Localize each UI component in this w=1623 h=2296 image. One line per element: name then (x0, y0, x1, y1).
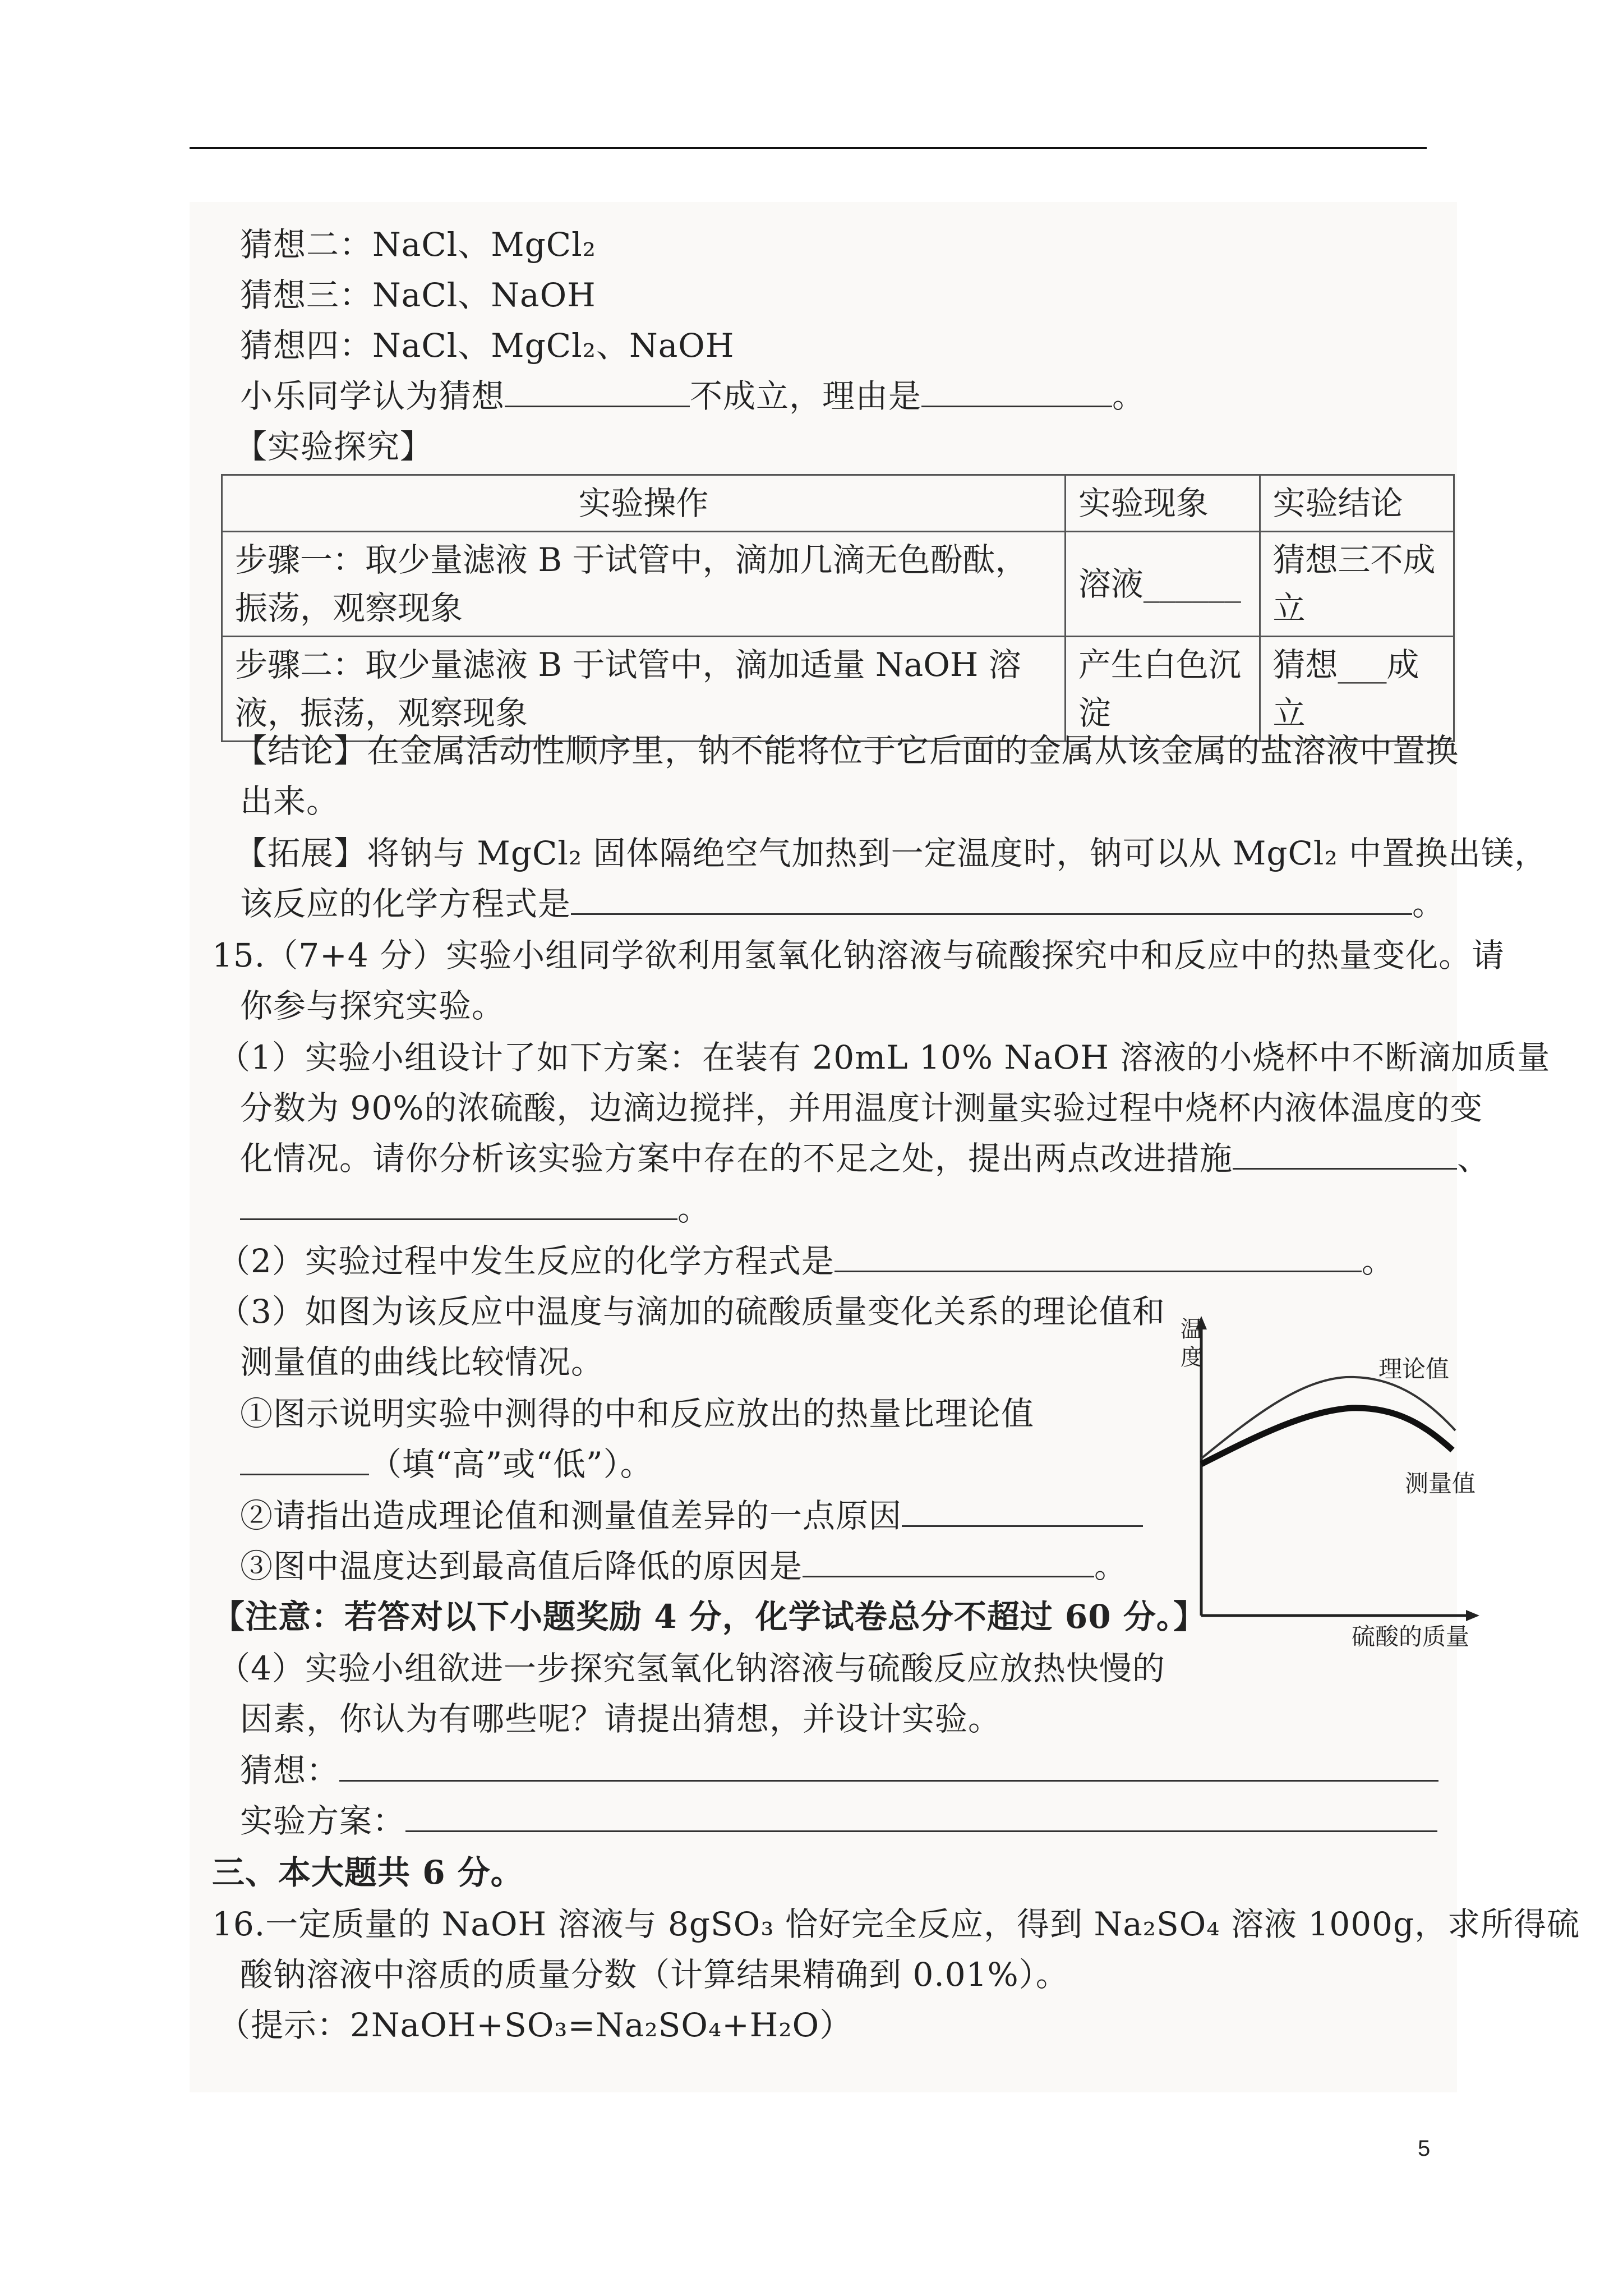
answer-blank[interactable] (834, 1241, 1362, 1272)
period: 。 (677, 1190, 711, 1228)
q15-part3-line-2: 测量值的曲线比较情况。 (240, 1343, 605, 1381)
explore-heading: 【实验探究】 (234, 427, 434, 466)
table-row (222, 532, 1454, 637)
extend-line-1: 【拓展】将钠与 MgCl₂ 固体隔绝空气加热到一定温度时，钠可以从 MgCl₂ 中置换出镁， (234, 834, 1548, 872)
measured-legend: 测量值 (1405, 1470, 1476, 1497)
chart-y-label: 温度 (1181, 1317, 1203, 1370)
q15-part1-line-2: 分数为 90%的浓硫酸，边滴边搅拌，并用温度计测量实验过程中烧杯内液体温度的变 (240, 1089, 1483, 1127)
table-cell: 步骤二：取少量滤液 B 于试管中，滴加适量 NaOH 溶液，振荡，观察现象 (222, 637, 1066, 742)
q16-hint: （提示：2NaOH+SO₃=Na₂SO₄+H₂O） (218, 2006, 853, 2044)
measured-curve (1201, 1408, 1453, 1464)
guess-answer-line (240, 1749, 1438, 1792)
q15-line-1: 15.（7+4 分）实验小组同学欲利用氢氧化钠溶液与硫酸探究中和反应中的热量变化。请 (212, 936, 1505, 974)
xiaole-question (240, 375, 1145, 417)
period: 。 (1412, 885, 1446, 923)
q15-part4-line-1: （4）实验小组欲进一步探究氢氧化钠溶液与硫酸反应放热快慢的 (218, 1649, 1165, 1687)
guess-3: 猜想三：NaCl、NaOH (240, 276, 596, 314)
table-row (222, 637, 1454, 742)
table-header-row (222, 475, 1454, 532)
q15-part1-line-1: （1）实验小组设计了如下方案：在装有 20mL 10% NaOH 溶液的小烧杯中不断滴加质量 (218, 1038, 1551, 1076)
answer-blank[interactable] (803, 1547, 1094, 1577)
page-number: 5 (1418, 2136, 1431, 2161)
answer-blank[interactable] (240, 1189, 677, 1220)
plan-answer-line (240, 1800, 1437, 1842)
q16-line-1: 16.一定质量的 NaOH 溶液与 8gSO₃ 恰好完全反应，得到 Na₂SO₄ 溶液 1000g，求所得硫 (212, 1905, 1580, 1943)
theory-legend: 理论值 (1378, 1355, 1450, 1383)
guess-2: 猜想二：NaCl、MgCl₂ (240, 226, 596, 264)
header-rule (190, 147, 1427, 149)
q15-part3-c-text: ③图中温度达到最高值后降低的原因是 (240, 1547, 803, 1585)
answer-blank[interactable] (1233, 1139, 1457, 1170)
q15-part3-b (240, 1494, 1143, 1537)
guess-label: 猜想： (240, 1751, 340, 1789)
plan-label: 实验方案： (240, 1802, 406, 1840)
answer-blank[interactable] (339, 1751, 1438, 1782)
extend-text: 该反应的化学方程式是 (240, 885, 571, 923)
conclusion-line-2: 出来。 (240, 782, 340, 820)
table-cell: 猜想三不成立 (1260, 532, 1454, 637)
answer-blank[interactable] (921, 376, 1112, 407)
table-cell: 步骤一：取少量滤液 B 于试管中，滴加几滴无色酚酞，振荡，观察现象 (222, 532, 1066, 637)
table-cell: 猜想___成立 (1260, 637, 1454, 742)
xiaole-text-b: 不成立，理由是 (690, 377, 922, 415)
answer-blank[interactable] (902, 1496, 1143, 1527)
extend-line-2 (240, 882, 1445, 925)
q15-part3-c (240, 1545, 1127, 1588)
table-cell: 产生白色沉淀 (1065, 637, 1260, 742)
q15-part3-a-line-1: ①图示说明实验中测得的中和反应放出的热量比理论值 (240, 1395, 1035, 1433)
table-header: 实验操作 (222, 475, 1066, 532)
separator: 、 (1457, 1139, 1491, 1177)
period: 。 (1094, 1547, 1128, 1585)
period: 。 (1361, 1242, 1395, 1280)
q15-part2 (218, 1240, 1395, 1282)
answer-blank[interactable] (405, 1801, 1437, 1832)
period: 。 (1112, 377, 1146, 415)
q15-part2-text: （2）实验过程中发生反应的化学方程式是 (218, 1242, 834, 1280)
table-cell: 溶液______ (1065, 532, 1260, 637)
q15-part4-line-2: 因素，你认为有哪些呢？请提出猜想，并设计实验。 (240, 1700, 1002, 1738)
q15-part3-a-line-2 (240, 1443, 653, 1485)
answer-blank[interactable] (505, 376, 690, 407)
section-3-heading: 三、本大题共 6 分。 (212, 1853, 524, 1892)
table-header: 实验现象 (1065, 475, 1260, 532)
q15-part3-line-1: （3）如图为该反应中温度与滴加的硫酸质量变化关系的理论值和 (218, 1292, 1165, 1331)
q16-line-2: 酸钠溶液中溶质的质量分数（计算结果精确到 0.01%）。 (240, 1955, 1069, 1994)
q15-part1-text: 化情况。请你分析该实验方案中存在的不足之处，提出两点改进措施 (240, 1139, 1233, 1177)
bonus-note: 【注意：若答对以下小题奖励 4 分，化学试卷总分不超过 60 分。】 (212, 1598, 1206, 1636)
q15-part1-line-3 (240, 1137, 1490, 1180)
conclusion-line-1: 【结论】在金属活动性顺序里，钠不能将位于它后面的金属从该金属的盐溶液中置换 (234, 731, 1459, 770)
chart-x-label: 硫酸的质量 (1352, 1623, 1470, 1650)
q15-part1-line-4 (240, 1188, 711, 1230)
experiment-table (221, 474, 1455, 742)
answer-blank[interactable] (571, 884, 1412, 915)
guess-4: 猜想四：NaCl、MgCl₂、NaOH (240, 326, 735, 365)
q15-part3-b-text: ②请指出造成理论值和测量值差异的一点原因 (240, 1497, 902, 1535)
table-header: 实验结论 (1260, 475, 1454, 532)
q15-part3-a-text: （填“高”或“低”）。 (369, 1445, 653, 1483)
q15-line-2: 你参与探究实验。 (240, 987, 505, 1025)
answer-blank[interactable] (240, 1444, 369, 1475)
xiaole-text-a: 小乐同学认为猜想 (240, 377, 505, 415)
